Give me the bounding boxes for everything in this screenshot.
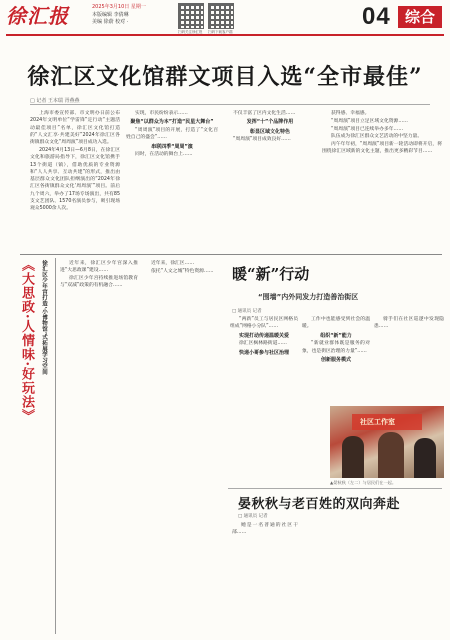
masthead-rule: [6, 34, 444, 36]
article2-vertical-subtitle: 徐汇区少年宫打造‘小博物馆’式拓展学习空间: [41, 260, 47, 375]
subhead: 组织“新”能力: [320, 332, 352, 339]
article1-column-1: [30, 110, 120, 250]
article2-column-2: [142, 260, 222, 634]
photo-caption: ▲晏秋秋（左二）与居民们在一起。: [330, 480, 397, 485]
paragraph: 不仅丰富了区内文化生活……: [233, 111, 296, 116]
article2-vertical-title: 《大思政·人情味·好玩法》: [19, 258, 34, 424]
news-photo: [330, 406, 444, 478]
article1-column-2: [126, 110, 218, 250]
subhead: 聚焦“以群众为本”打造“民星大舞台”: [130, 119, 214, 126]
masthead-info: [92, 4, 146, 27]
divider: [228, 488, 442, 489]
qr-code-icon: [208, 3, 234, 29]
photo-sign-text: 社区工作室: [360, 418, 395, 426]
contact-line: 美编 徐蔚 校对 ·: [92, 19, 129, 25]
subhead: 快递小哥参与社区治理: [238, 349, 289, 356]
paragraph: 她是一名普通的社区干部……: [232, 523, 298, 536]
paragraph: “两新”员工与居民区网格员组成“网格小分队”……: [230, 317, 298, 330]
person-figure: [414, 438, 436, 478]
newspaper-logo: 徐汇报: [6, 4, 69, 28]
paragraph: 队伍成为徐汇区群众文艺活动的中坚力量。: [331, 134, 423, 140]
paragraph: “周周演”项目已连续举办多年……: [331, 126, 404, 132]
subhead: 实现打动传递温暖关爱: [238, 332, 289, 339]
article2-column-1: [60, 260, 138, 634]
section-tag: 综合: [398, 6, 442, 28]
article3-subheadline: “围墙”内外同发力打造善治街区: [258, 293, 359, 301]
paragraph: “周周演”项目的开展，打造了“文化百姓自己的盛会”……: [126, 128, 218, 141]
issue-date: 2025年3月10日 星期一: [92, 4, 146, 10]
paragraph: “新就业群体既是服务的对象，也是街区治理的力量”……: [302, 341, 370, 354]
paragraph: 同时，在活动的舞台上……: [135, 152, 193, 158]
page-number: 04: [362, 3, 391, 30]
paragraph: 徐汇区少年宫持续推进场馆教育与“双减”政策的有机融合……: [60, 276, 138, 289]
paragraph: 获得感、幸福感。: [331, 111, 370, 116]
subhead: 彰显区域文化特色: [249, 128, 290, 135]
masthead: [0, 0, 450, 34]
paragraph: 骑手们在社区巡逻中发现隐患……: [374, 317, 444, 330]
article1-column-3: [224, 110, 316, 250]
paragraph: “周周演”项目成效良好……: [233, 137, 291, 143]
paragraph: 工作中也能感受到社会的温暖。: [302, 317, 370, 330]
section-divider: [20, 254, 442, 255]
paragraph: 丙午年年初，“周周演”项目新一轮活动即将开启，将围绕徐汇区域新的文化主题，推出更多精彩节目……: [322, 142, 442, 155]
article1-headline: 徐汇区文化馆群文项目入选“全市最佳”: [27, 64, 423, 90]
article1-byline: □ 记者 王本瑞 胥燕燕: [30, 98, 80, 104]
article4-byline: □ 通讯员 记者: [238, 514, 268, 519]
person-figure: [342, 436, 364, 478]
paragraph: 近年来，徐汇区少年宫深入推进“大思政课”建设……: [60, 261, 138, 274]
article1-column-4: [322, 110, 442, 250]
article3-column-3: [374, 316, 444, 404]
article3-byline: □ 通讯员 记者: [232, 309, 262, 314]
subhead: 串联四季“周周”演: [151, 143, 193, 150]
article3-column-1: [230, 316, 298, 484]
qr-caption: 扫码关注徐汇报: [178, 30, 203, 34]
paragraph: 徐汇区枫林路街道……: [239, 341, 287, 347]
paragraph: 上海市委宣传部、市文明办日前公布2024年文明单位“学雷锋”定行动“主题活动最佳项目”名单，徐汇区文化馆打造的“人文汇享·共建美好”2024年徐汇区各街镇群众文化“周周演”项目成功入选。: [30, 111, 120, 146]
article4-body: [232, 522, 442, 634]
paragraph: 近年来，徐汇区……: [151, 261, 195, 266]
paragraph: 2024年4月13日—6月8日，在徐汇区文化和旅游局指导下，徐汇区文化馆携手13个街道（镇），借助优质的专业资源和“人人共享、互动共建”的形式，推出由基层群众文化团队担纲演出的“2024年徐汇区各街镇群众文化‘周周演’”项目。前后九个周六，举办了17场专场演出，共有85支文艺团队、1570名演员参与，吸引现场观众5000余人次。: [30, 147, 120, 212]
person-figure: [378, 432, 404, 478]
paragraph: 依托“人文之城”特色资源……: [151, 268, 214, 274]
article3-headline: 暖“新”行动: [232, 265, 310, 283]
qr-code-icon: [178, 3, 204, 29]
paragraph: 实现，市民纷纷表示……: [135, 111, 188, 116]
divider: [30, 104, 430, 105]
subhead: 创新服务模式: [320, 356, 351, 363]
qr-caption: 扫码下载客户端: [208, 30, 233, 34]
editor-line: 本版编辑 李倩琳: [92, 11, 129, 18]
paragraph: “周周演”项目立足区域文化资源……: [331, 118, 408, 124]
article4-headline: 晏秋秋与老百姓的双向奔赴: [238, 497, 401, 512]
subhead: 发挥“十”个品牌作用: [246, 119, 294, 126]
divider: [55, 258, 56, 634]
article3-column-2: [302, 316, 370, 404]
